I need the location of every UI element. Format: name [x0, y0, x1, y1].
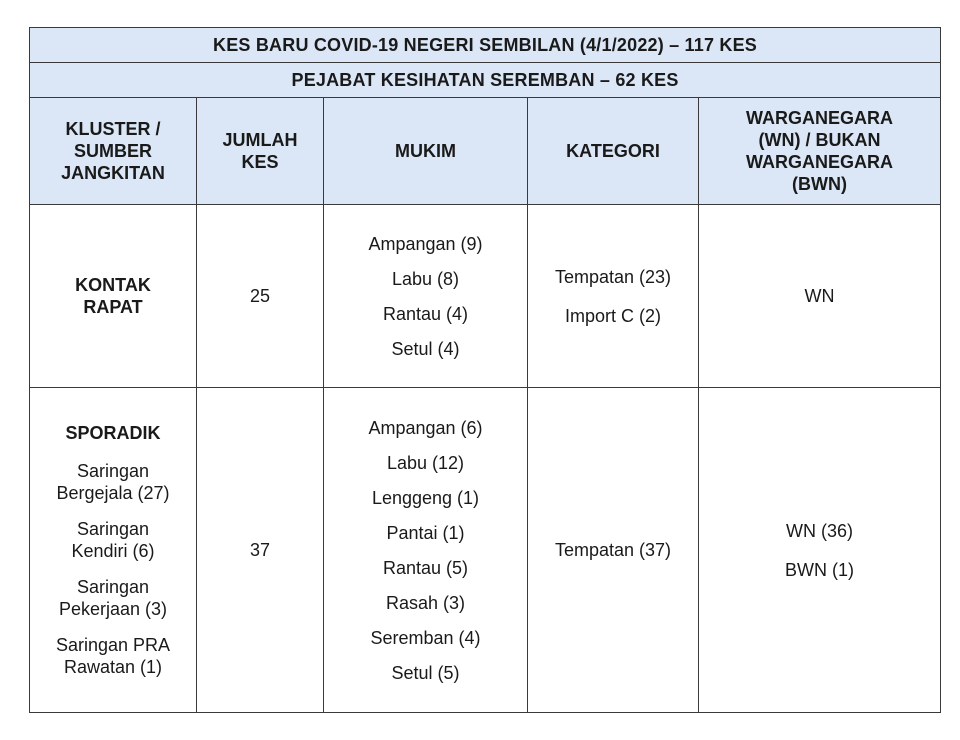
cluster-cell — [30, 205, 197, 388]
mukim-cell — [324, 205, 528, 388]
table-row — [30, 388, 941, 713]
mukim-item: Pantai (1) — [386, 522, 465, 543]
kategori-cell — [528, 388, 699, 713]
mukim-item: Rantau (5) — [382, 557, 469, 578]
mukim-item: Setul (4) — [391, 338, 460, 359]
sub-source: Saringan Bergejala (27) — [56, 461, 170, 503]
mukim-item: Rasah (3) — [385, 592, 466, 613]
kategori-item: Tempatan (37) — [554, 540, 672, 560]
warganegara-item: WN (36) — [786, 520, 854, 541]
warganegara-item: BWN (1) — [785, 559, 855, 580]
header-mukim: MUKIM — [324, 98, 528, 205]
header-jumlah: JUMLAH KES — [197, 98, 324, 205]
mukim-item: Labu (8) — [391, 268, 460, 289]
office-row — [30, 63, 941, 98]
warganegara-item: WN — [804, 286, 835, 306]
cluster-name: SPORADIK — [65, 423, 161, 443]
kategori-cell — [528, 205, 699, 388]
warganegara-cell — [699, 388, 941, 713]
covid-cases-table — [29, 27, 941, 713]
table-row — [30, 205, 941, 388]
header-kluster: KLUSTER / SUMBER JANGKITAN — [30, 98, 197, 205]
sub-source: Saringan Pekerjaan (3) — [58, 577, 168, 619]
total-cases: 25 — [197, 205, 324, 388]
mukim-cell — [324, 388, 528, 713]
sub-source: Saringan Kendiri (6) — [71, 519, 155, 561]
mukim-item: Ampangan (9) — [368, 233, 483, 254]
mukim-item: Lenggeng (1) — [371, 487, 480, 508]
warganegara-cell — [699, 205, 941, 388]
header-row — [30, 98, 941, 205]
mukim-item: Setul (5) — [391, 662, 460, 683]
report-title: KES BARU COVID-19 NEGERI SEMBILAN (4/1/2022) – 117 KES — [30, 28, 941, 63]
cluster-name: KONTAK RAPAT — [75, 275, 151, 317]
title-row — [30, 28, 941, 63]
header-warganegara: WARGANEGARA (WN) / BUKAN WARGANEGARA (BWN) — [699, 98, 941, 205]
sub-source: Saringan PRA Rawatan (1) — [55, 635, 171, 677]
mukim-item: Seremban (4) — [370, 627, 481, 648]
total-cases: 37 — [197, 388, 324, 713]
office-title: PEJABAT KESIHATAN SEREMBAN – 62 KES — [30, 63, 941, 98]
mukim-item: Rantau (4) — [382, 303, 469, 324]
mukim-item: Labu (12) — [386, 452, 465, 473]
kategori-item: Import C (2) — [564, 305, 661, 326]
cluster-cell — [30, 388, 197, 713]
header-kategori: KATEGORI — [528, 98, 699, 205]
kategori-item: Tempatan (23) — [554, 266, 672, 287]
mukim-item: Ampangan (6) — [368, 417, 483, 438]
